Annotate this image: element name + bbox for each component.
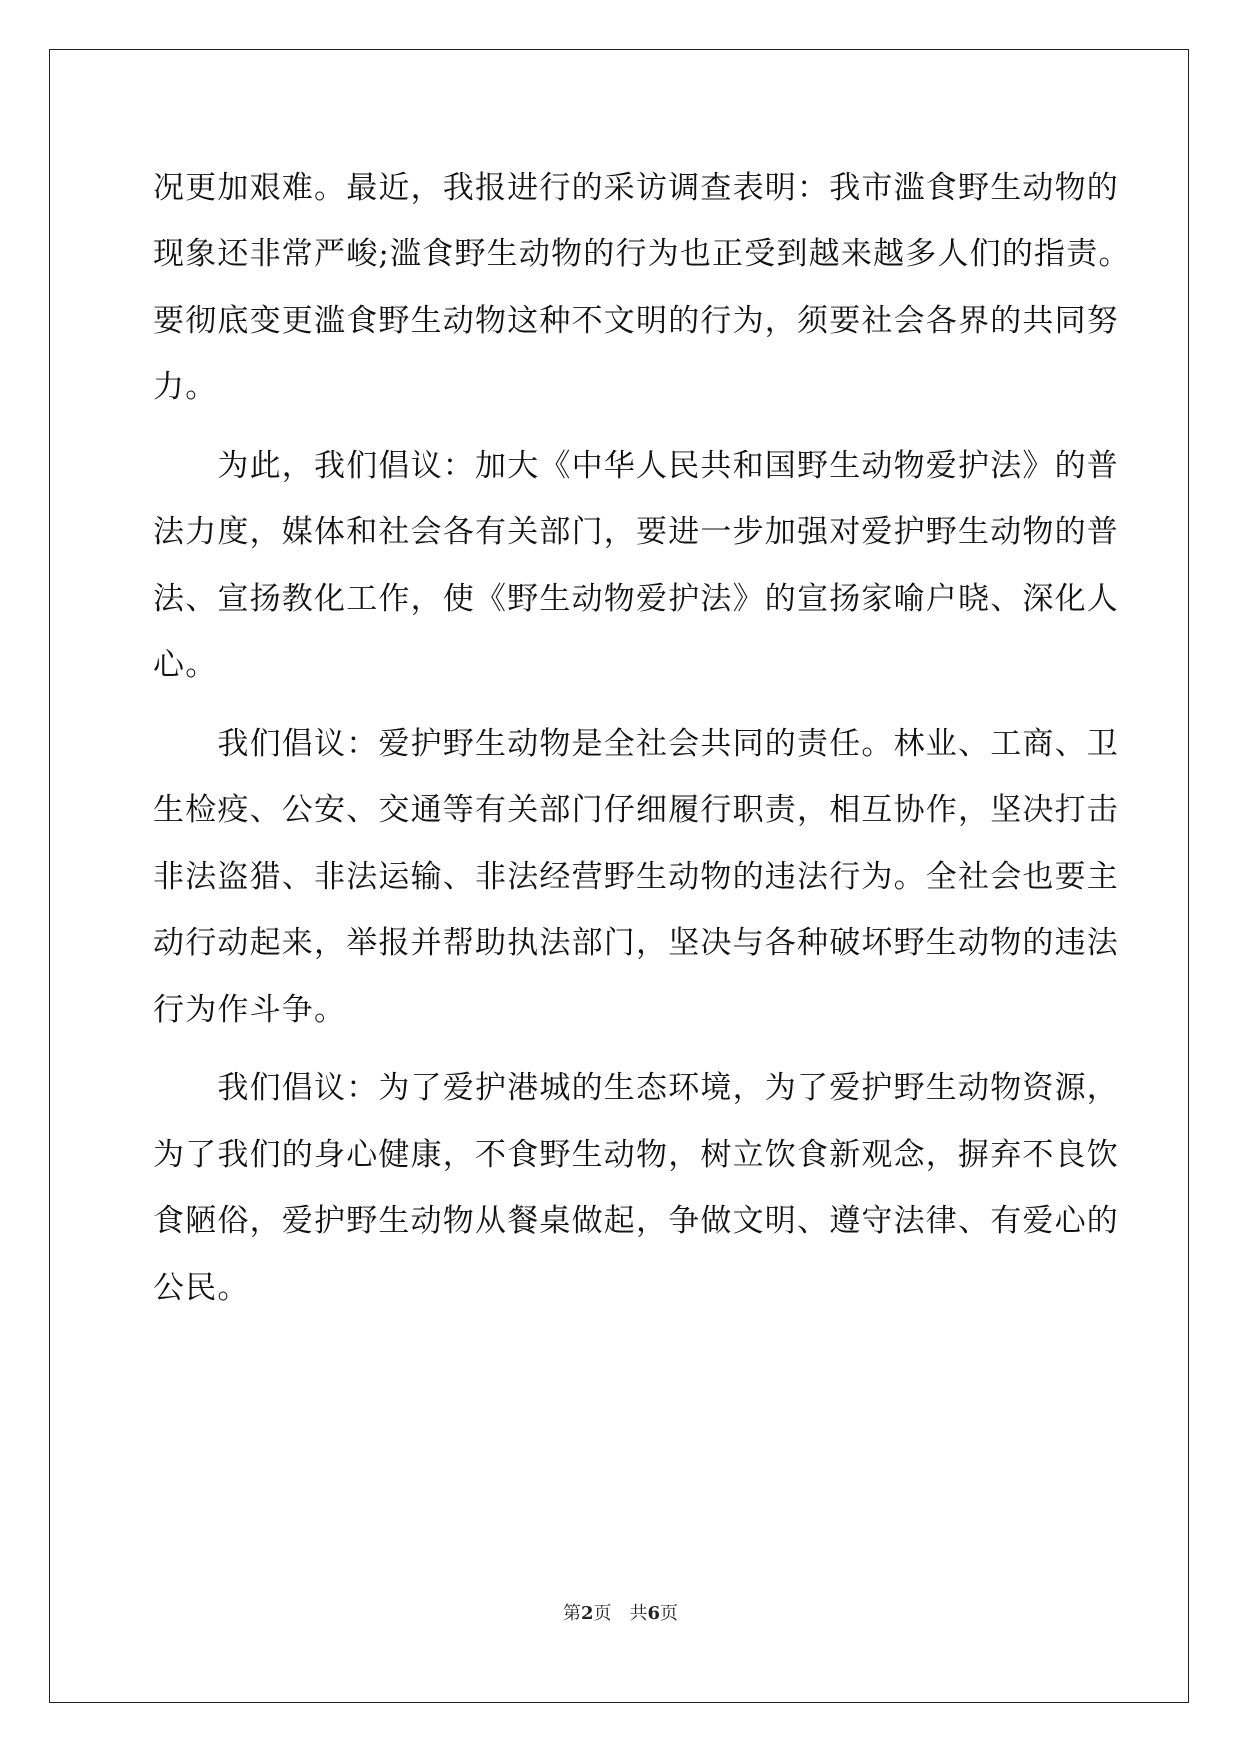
- footer-prefix: 第: [562, 1603, 581, 1624]
- text-line: 现象还非常严峻;滥食野生动物的行为也正受到越来越多人们的指责。: [153, 236, 1131, 272]
- text-line: 动行动起来，举报并帮助执法部门，坚决与各种破坏野生动物的违法: [153, 925, 1119, 961]
- total-page-number: 6: [647, 1603, 661, 1624]
- text-line: 法、宣扬教化工作，使《野生动物爱护法》的宣扬家喻户晓、深化人: [153, 581, 1119, 617]
- footer-mid: 页 共: [593, 1603, 648, 1624]
- text-line: 公民。: [153, 1270, 250, 1306]
- page-number-footer: [0, 1602, 1241, 1626]
- text-line: 力。: [153, 369, 218, 405]
- text-line: 非法盗猎、非法运输、非法经营野生动物的违法行为。全社会也要主: [153, 859, 1119, 895]
- text-line: 要彻底变更滥食野生动物这种不文明的行为，须要社会各界的共同努: [153, 303, 1119, 339]
- text-line: 我们倡议：爱护野生动物是全社会共同的责任。林业、工商、卫: [153, 726, 1119, 762]
- text-line: 为了我们的身心健康，不食野生动物，树立饮食新观念，摒弃不良饮: [153, 1137, 1119, 1173]
- text-line: 我们倡议：为了爱护港城的生态环境，为了爱护野生动物资源，: [153, 1070, 1119, 1106]
- current-page-number: 2: [580, 1603, 594, 1624]
- text-line: 况更加艰难。最近，我报进行的采访调查表明：我市滥食野生动物的: [153, 170, 1119, 206]
- text-line: 法力度，媒体和社会各有关部门，要进一步加强对爱护野生动物的普: [153, 514, 1119, 550]
- footer-suffix: 页: [660, 1603, 679, 1624]
- text-line: 行为作斗争。: [153, 992, 347, 1028]
- text-line: 生检疫、公安、交通等有关部门仔细履行职责，相互协作，坚决打击: [153, 792, 1119, 828]
- text-line: 为此，我们倡议：加大《中华人民共和国野生动物爱护法》的普: [153, 448, 1119, 484]
- text-line: 心。: [153, 647, 218, 683]
- text-line: 食陋俗，爱护野生动物从餐桌做起，争做文明、遵守法律、有爱心的: [153, 1203, 1119, 1239]
